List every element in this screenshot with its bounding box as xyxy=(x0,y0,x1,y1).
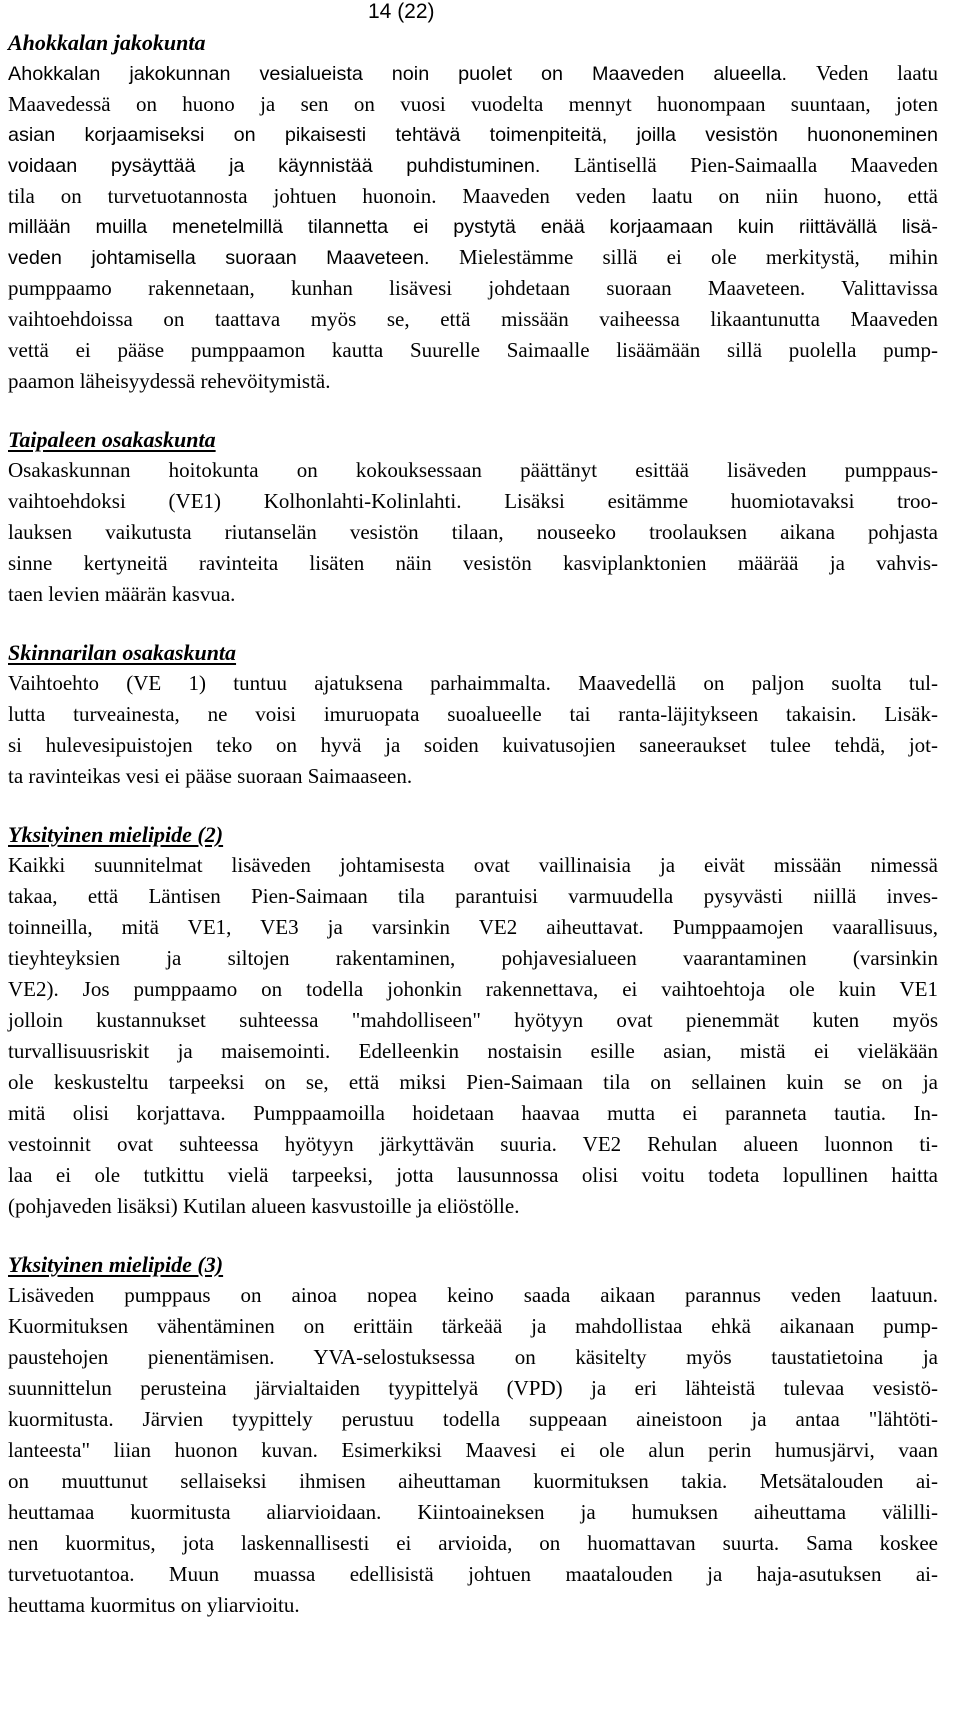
text-line xyxy=(8,730,938,761)
text-segment: on muuttunut sellaiseksi ihmisen aiheuttaman kuormituksen takia. Metsätalouden ai- xyxy=(8,1469,938,1493)
text-segment: vaihtoehdoissa on taattava myös se, että missään vaiheessa likaantunutta Maaveden xyxy=(8,307,938,331)
text-segment: sinne kertyneitä ravinteita lisäten näin vesistön kasviplanktonien määrää ja vahvis- xyxy=(8,551,938,575)
text-line xyxy=(8,912,938,943)
text-segment: turvallisuusriskit ja maisemointi. Edelleenkin nostaisin esille asian, mistä ei vieläkään xyxy=(8,1039,938,1063)
text-segment: kuormitusta. Järvien tyypittely perustuu todella suppeaan aineistoon ja antaa "lähtöti- xyxy=(8,1407,938,1431)
section xyxy=(8,638,938,792)
text-line xyxy=(8,1373,938,1404)
section xyxy=(8,28,938,397)
text-line xyxy=(8,943,938,974)
text-line xyxy=(8,1466,938,1497)
text-line xyxy=(8,212,938,242)
section-title: Skinnarilan osakaskunta xyxy=(8,640,237,665)
text-segment: Mielestämme sillä ei ole merkitystä, mihin xyxy=(458,245,938,269)
text-line xyxy=(8,548,938,579)
section-paragraph xyxy=(8,1280,938,1621)
text-line xyxy=(8,1036,938,1067)
section-title: Ahokkalan jakokunta xyxy=(8,30,206,55)
section xyxy=(8,820,938,1222)
text-line xyxy=(8,517,938,548)
text-segment: vettä ei pääse pumppaamon kautta Suurelle Saimaalle lisäämään sillä puolella pump- xyxy=(8,338,938,362)
text-line xyxy=(8,1160,938,1191)
text-line xyxy=(8,120,938,150)
text-line xyxy=(8,150,938,181)
text-segment: heuttamaa kuormitusta aliarvioidaan. Kiintoaineksen ja humuksen aiheuttama välilli- xyxy=(8,1500,938,1524)
section-title: Yksityinen mielipide (2) xyxy=(8,822,224,847)
text-line xyxy=(8,668,938,699)
text-segment: laa ei ole tutkittu vielä tarpeeksi, jotta lausunnossa olisi voitu todeta lopullinen haitta xyxy=(8,1163,938,1187)
text-line xyxy=(8,974,938,1005)
text-line xyxy=(8,1590,938,1621)
text-line xyxy=(8,242,938,273)
text-segment: heuttama kuormitus on yliarvioitu. xyxy=(8,1593,300,1617)
text-line xyxy=(8,89,938,120)
text-line xyxy=(8,881,938,912)
text-line xyxy=(8,1280,938,1311)
text-segment: voidaan pysäyttää ja käynnistää puhdistuminen. xyxy=(8,155,574,177)
text-segment: Lisäveden pumppaus on ainoa nopea keino saada aikaan parannus veden laatuun. xyxy=(8,1283,938,1307)
text-segment: ta ravinteikas vesi ei pääse suoraan Saimaaseen. xyxy=(8,764,413,788)
text-segment: lutta turveainesta, ne voisi imuruopata suoalueelle tai ranta-läjitykseen takaisin. Lisäk- xyxy=(8,702,938,726)
section-paragraph xyxy=(8,455,938,610)
text-segment: suunnittelun perusteina järvialtaiden tyypittelyä (VPD) ja eri lähteistä tulevaa vesistö- xyxy=(8,1376,938,1400)
text-segment: Maaveden veden laatu on niin huono, että xyxy=(462,184,938,208)
text-segment: pumppaamo rakennetaan, kunhan lisävesi johdetaan suoraan Maaveteen. xyxy=(8,276,842,300)
text-line xyxy=(8,1005,938,1036)
text-segment: Kuormituksen vähentäminen on erittäin tärkeää ja mahdollistaa ehkä aikanaan pump- xyxy=(8,1314,938,1338)
text-segment: turvetuotantoa. Muun muassa edellisistä johtuen maatalouden ja haja-asutuksen ai- xyxy=(8,1562,938,1586)
section-title: Taipaleen osakaskunta xyxy=(8,427,216,452)
text-line xyxy=(8,335,938,366)
text-line xyxy=(8,850,938,881)
section-paragraph xyxy=(8,58,938,397)
text-segment: Osakaskunnan hoitokunta on kokouksessaan päättänyt esittää lisäveden pumppaus- xyxy=(8,458,938,482)
section-title: Yksityinen mielipide (3) xyxy=(8,1252,224,1277)
text-line xyxy=(8,699,938,730)
text-line xyxy=(8,455,938,486)
page-number: 14 (22) xyxy=(368,0,435,23)
text-line xyxy=(8,304,938,335)
text-segment: lanteesta" liian huonon kuvan. Esimerkiksi Maavesi ei ole alun perin humusjärvi, vaan xyxy=(8,1438,938,1462)
text-line xyxy=(8,1342,938,1373)
text-segment: veden johtamisella suoraan Maaveteen. xyxy=(8,247,459,269)
text-segment: tieyhteyksien ja siltojen rakentaminen, pohjavesialueen vaarantaminen (varsinkin xyxy=(8,946,938,970)
text-line xyxy=(8,181,938,212)
text-line xyxy=(8,58,938,89)
text-line xyxy=(8,1129,938,1160)
text-line xyxy=(8,1311,938,1342)
section-paragraph xyxy=(8,668,938,792)
text-segment: VE2). Jos pumppaamo on todella johonkin rakennettava, ei vaihtoehtoja ole kuin VE1 xyxy=(8,977,938,1001)
text-segment: takaa, että Läntisen Pien-Saimaan tila parantuisi varmuudella pysyvästi niillä inves- xyxy=(8,884,938,908)
text-line xyxy=(8,1404,938,1435)
text-segment: paamon läheisyydessä rehevöitymistä. xyxy=(8,369,331,393)
text-line xyxy=(8,761,938,792)
text-segment: Läntisellä Pien-Saimaalla Maaveden xyxy=(573,153,938,177)
text-segment: toinneilla, mitä VE1, VE3 ja varsinkin VE2 aiheuttavat. Pumppaamojen vaarallisuus, xyxy=(8,915,938,939)
text-segment: Veden laatu xyxy=(815,61,938,85)
text-line xyxy=(8,366,938,397)
text-line xyxy=(8,1497,938,1528)
text-segment: vestoinnit ovat suhteessa hyötyyn järkyttävän suuria. VE2 Rehulan alueen luonnon ti- xyxy=(8,1132,938,1156)
text-segment: (pohjaveden lisäksi) Kutilan alueen kasvustoille ja eliöstölle. xyxy=(8,1194,520,1218)
text-line xyxy=(8,1098,938,1129)
text-segment: Maavedessä on huono ja sen on vuosi vuodelta mennyt huonompaan suuntaan, joten xyxy=(8,92,938,116)
text-segment: nen kuormitus, jota laskennallisesti ei arvioida, on huomattavan suurta. Sama koskee xyxy=(8,1531,938,1555)
text-line xyxy=(8,486,938,517)
text-line xyxy=(8,579,938,610)
text-line xyxy=(8,273,938,304)
text-line xyxy=(8,1559,938,1590)
text-segment: Vaihtoehto (VE 1) tuntuu ajatuksena parhaimmalta. Maavedellä on paljon suolta tul- xyxy=(8,671,938,695)
text-segment: millään muilla menetelmillä tilannetta ei pystytä enää korjaamaan kuin riittävällä lisä- xyxy=(8,216,938,238)
section xyxy=(8,1250,938,1621)
text-line xyxy=(8,1191,938,1222)
text-segment: si hulevesipuistojen teko on hyvä ja soiden kuivatusojien saneeraukset tulee tehdä, jot- xyxy=(8,733,938,757)
section-paragraph xyxy=(8,850,938,1222)
text-line xyxy=(8,1067,938,1098)
text-segment: Ahokkalan jakokunnan vesialueista noin puolet on Maaveden alueella. xyxy=(8,63,816,85)
text-line xyxy=(8,1435,938,1466)
text-segment: vaihtoehdoksi (VE1) Kolhonlahti-Kolinlahti. Lisäksi esitämme huomiotavaksi troo- xyxy=(8,489,938,513)
text-segment: Kaikki suunnitelmat lisäveden johtamisesta ovat vaillinaisia ja eivät missään nimessä xyxy=(8,853,938,877)
text-segment: jolloin kustannukset suhteessa "mahdolliseen" hyötyyn ovat pienemmät kuten myös xyxy=(8,1008,938,1032)
text-segment: Valittavissa xyxy=(841,276,938,300)
section xyxy=(8,425,938,610)
text-segment: paustehojen pienentämisen. YVA-selostuksessa on käsitelty myös taustatietoina ja xyxy=(8,1345,938,1369)
text-segment: tila on turvetuotannosta johtuen huonoin. xyxy=(8,184,463,208)
text-segment: asian korjaamiseksi on pikaisesti tehtävä toimenpiteitä, joilla vesistön huononeminen xyxy=(8,124,938,146)
text-segment: ole keskusteltu tarpeeksi on se, että miksi Pien-Saimaan tila on sellainen kuin se on ja xyxy=(8,1070,938,1094)
text-segment: mitä olisi korjattava. Pumppaamoilla hoidetaan haavaa mutta ei paranneta tautia. In- xyxy=(8,1101,938,1125)
text-segment: taen levien määrän kasvua. xyxy=(8,582,236,606)
document-body xyxy=(8,28,938,1621)
text-segment: lauksen vaikutusta riutanselän vesistön tilaan, nouseeko troolauksen aikana pohjasta xyxy=(8,520,938,544)
text-line xyxy=(8,1528,938,1559)
